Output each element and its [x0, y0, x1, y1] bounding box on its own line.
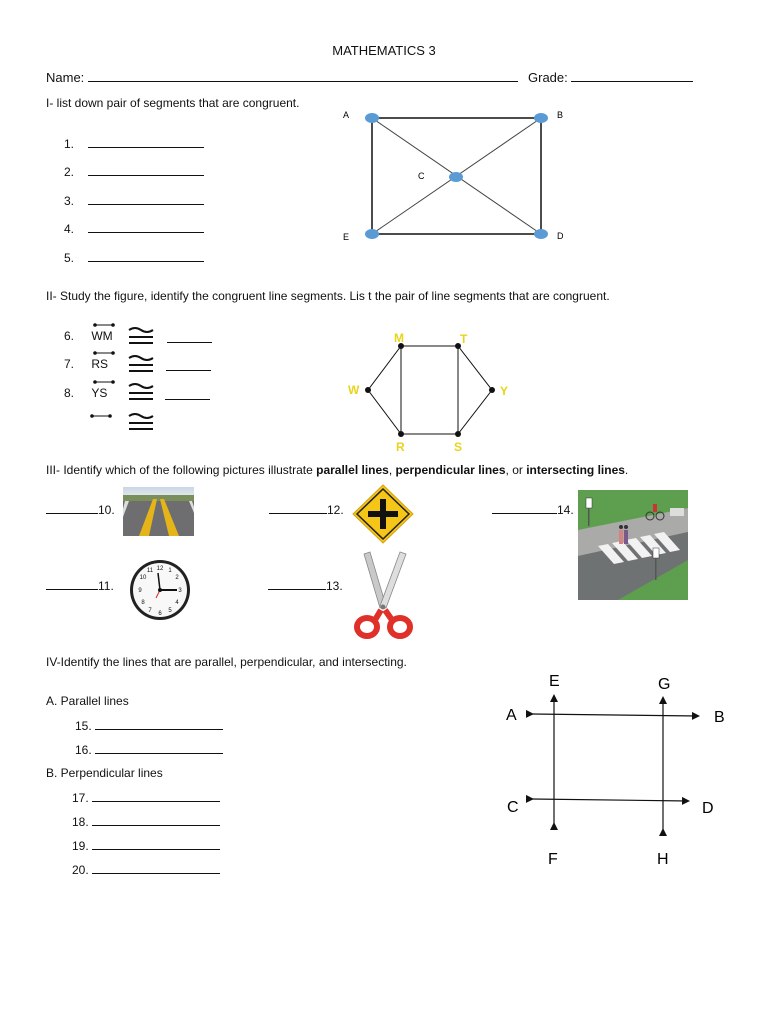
parallel-lines-label: A. Parallel lines: [46, 694, 129, 708]
item-number: 11.: [98, 579, 114, 593]
item-number: 2.: [64, 165, 75, 179]
label-b: B: [714, 709, 725, 726]
heading-separator: , or: [505, 463, 527, 477]
hexagon-outline: [368, 346, 492, 434]
perpendicular-lines-label: B. Perpendicular lines: [46, 766, 163, 780]
answer-line[interactable]: [268, 578, 326, 590]
section3-item: [46, 578, 114, 593]
section3-item: [269, 502, 344, 517]
section4-item: [72, 790, 220, 805]
label-f: F: [548, 851, 558, 868]
label-y: Y: [500, 384, 509, 398]
section4-item: [75, 742, 223, 757]
item-number: 16.: [75, 743, 92, 757]
section4-heading: IV-Identify the lines that are parallel, perpendicular, and intersecting.: [46, 655, 407, 669]
point-w: [365, 387, 371, 393]
answer-line[interactable]: [46, 502, 98, 514]
answer-line[interactable]: [492, 502, 557, 514]
svg-text:3: 3: [178, 588, 182, 594]
answer-line[interactable]: [88, 164, 204, 176]
section4-item: [72, 814, 220, 829]
svg-text:1: 1: [168, 568, 172, 574]
svg-text:4: 4: [175, 600, 179, 606]
term-perpendicular: perpendicular lines: [395, 463, 506, 477]
section4-item: [72, 838, 220, 853]
segment-bar-icon: [90, 412, 114, 420]
svg-text:8: 8: [141, 600, 145, 606]
segment-label: WM: [91, 329, 113, 343]
point-r: [398, 431, 404, 437]
label-w: W: [348, 383, 360, 397]
line-ab: [532, 714, 698, 716]
label-c: C: [507, 799, 519, 816]
item-number: 14.: [557, 503, 574, 517]
answer-line[interactable]: [88, 221, 204, 233]
segment-label: RS: [91, 357, 109, 371]
item-number: 6.: [64, 329, 75, 343]
grade-label: Grade:: [528, 70, 568, 85]
answer-line[interactable]: [92, 814, 220, 826]
point-b: [534, 113, 548, 123]
svg-text:10: 10: [139, 575, 147, 581]
section4-item: [72, 862, 220, 877]
crosswalk-picture: [578, 490, 688, 600]
rectangle-diagonals-figure: [336, 104, 576, 250]
name-field-row: [46, 70, 518, 85]
svg-text:11: 11: [146, 568, 154, 574]
section2-item: [64, 329, 113, 343]
heading-separator: ,: [388, 463, 396, 477]
label-b: B: [557, 110, 564, 120]
answer-line[interactable]: [165, 388, 210, 400]
section4-item: [75, 718, 223, 733]
svg-text:2: 2: [175, 575, 179, 581]
item-number: 20.: [72, 863, 89, 877]
svg-text:9: 9: [138, 588, 142, 594]
answer-line[interactable]: [166, 359, 211, 371]
segment-bar-icon: [93, 321, 115, 329]
section1-item: [64, 193, 204, 208]
point-y: [489, 387, 495, 393]
congruent-icon: [127, 411, 155, 433]
congruent-icon: [127, 325, 155, 347]
svg-text:12: 12: [156, 566, 164, 572]
item-number: 19.: [72, 839, 89, 853]
road-picture: [123, 487, 194, 536]
answer-line[interactable]: [92, 862, 220, 874]
section1-item: [64, 136, 204, 151]
answer-line[interactable]: [92, 838, 220, 850]
section3-heading: [46, 463, 628, 477]
hexagon-figure: [346, 328, 512, 456]
item-number: 18.: [72, 815, 89, 829]
point-a: [365, 113, 379, 123]
label-d: D: [557, 231, 564, 241]
item-number: 4.: [64, 222, 75, 236]
label-d: D: [702, 800, 714, 817]
answer-line[interactable]: [167, 331, 212, 343]
answer-line[interactable]: [88, 250, 204, 262]
segment-bar-icon: [93, 378, 115, 386]
segment-name: [91, 329, 112, 343]
term-parallel: parallel lines: [316, 463, 389, 477]
label-g: G: [658, 676, 671, 693]
term-intersecting: intersecting lines: [526, 463, 625, 477]
item-number: 3.: [64, 194, 75, 208]
congruent-icon: [127, 353, 155, 375]
label-m: M: [394, 331, 404, 345]
answer-line[interactable]: [88, 136, 204, 148]
item-number: 5.: [64, 251, 75, 265]
answer-line[interactable]: [92, 790, 220, 802]
crossroad-sign-picture: [350, 483, 416, 545]
answer-line[interactable]: [88, 193, 204, 205]
point-d: [534, 229, 548, 239]
item-number: 7.: [64, 357, 75, 371]
svg-text:5: 5: [168, 608, 172, 614]
label-t: T: [460, 332, 468, 346]
grade-input-line[interactable]: [571, 70, 693, 82]
segment-name: [91, 386, 107, 400]
line-cd: [532, 799, 688, 801]
svg-text:7: 7: [148, 608, 152, 614]
item-number: 1.: [64, 137, 75, 151]
section1-heading: I- list down pair of segments that are congruent.: [46, 96, 300, 110]
section2-item: [64, 386, 107, 400]
answer-line[interactable]: [95, 718, 223, 730]
item-number: 10.: [98, 503, 115, 517]
item-number: 13.: [326, 579, 343, 593]
segment-name: [91, 357, 108, 371]
name-input-line[interactable]: [88, 70, 518, 82]
item-number: 15.: [75, 719, 92, 733]
label-h: H: [657, 851, 669, 868]
section3-item: [46, 502, 115, 517]
label-a: A: [343, 110, 350, 120]
grade-field-row: [528, 70, 693, 85]
segment-bar-icon: [93, 349, 115, 357]
item-number: 8.: [64, 386, 75, 400]
label-r: R: [396, 440, 405, 454]
heading-end: .: [624, 463, 629, 477]
svg-text:6: 6: [158, 611, 162, 617]
item-number: 17.: [72, 791, 89, 805]
lines-figure: [496, 666, 736, 874]
segment-label: YS: [91, 386, 108, 400]
label-e: E: [343, 232, 350, 242]
clock-picture: [128, 558, 192, 622]
name-label: Name:: [46, 70, 85, 85]
section1-item: [64, 164, 204, 179]
label-e: E: [549, 673, 560, 690]
point-s: [455, 431, 461, 437]
section1-item: [64, 221, 204, 236]
label-c: C: [418, 171, 425, 181]
heading-text: III- Identify which of the following pictures illustrate: [46, 463, 317, 477]
scissors-picture: [350, 550, 416, 644]
point-c: [449, 172, 463, 182]
item-number: 12.: [327, 503, 344, 517]
point-e: [365, 229, 379, 239]
section2-item: [64, 357, 108, 371]
answer-line[interactable]: [46, 578, 98, 590]
congruent-icon: [127, 381, 155, 403]
label-a: A: [506, 707, 517, 724]
page-title: MATHEMATICS 3: [332, 43, 436, 58]
section2-heading: II- Study the figure, identify the congruent line segments. Lis t the pair of line segments that are congruent.: [46, 289, 610, 303]
section3-item: [268, 578, 343, 593]
answer-line[interactable]: [269, 502, 327, 514]
label-s: S: [454, 440, 463, 454]
answer-line[interactable]: [95, 742, 223, 754]
section3-item: [492, 502, 574, 517]
section1-item: [64, 250, 204, 265]
